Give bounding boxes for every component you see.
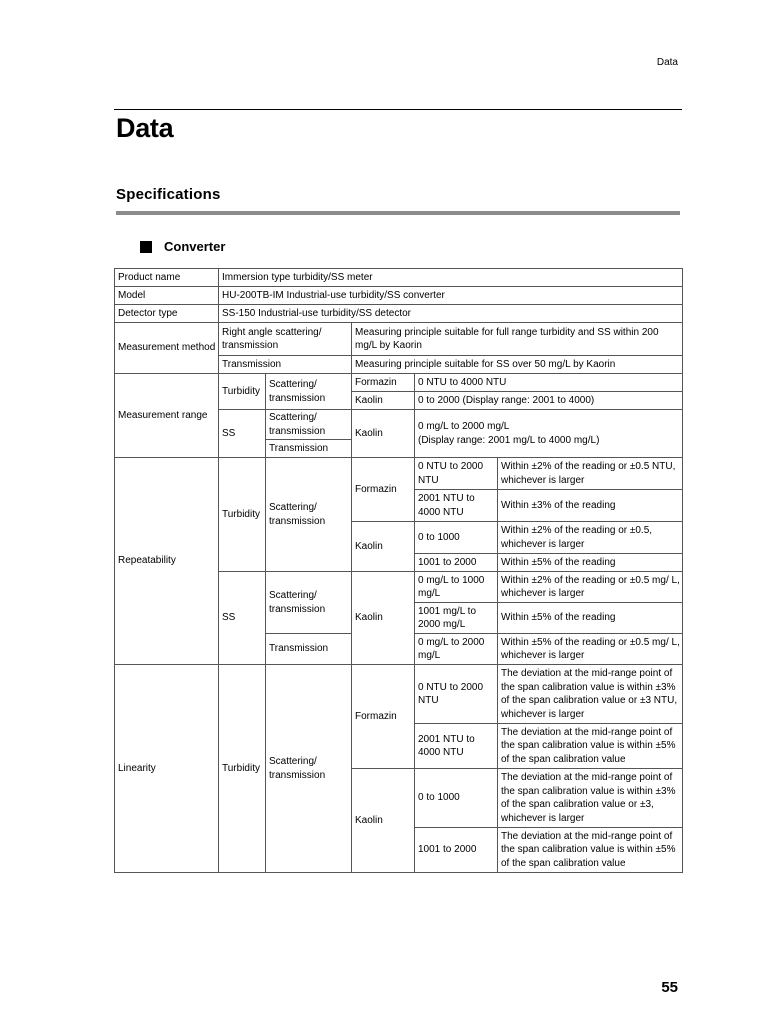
section-heading: Specifications xyxy=(116,186,221,203)
section-divider xyxy=(116,211,680,215)
range-turbidity: Turbidity xyxy=(219,374,266,410)
repeat-method: Scattering/ transmission xyxy=(266,572,352,634)
table-row xyxy=(115,374,683,392)
table-row xyxy=(115,323,683,356)
linearity-range: 1001 to 2000 xyxy=(415,828,498,873)
repeat-spec: Within ±2% of the reading or ±0.5 mg/ L, whichever is larger xyxy=(498,572,683,603)
table-row xyxy=(115,458,683,490)
page-number: 55 xyxy=(661,979,678,996)
row-value: SS-150 Industrial-use turbidity/SS detector xyxy=(219,305,683,323)
subsection-label: Converter xyxy=(164,239,226,254)
measurement-method-label: Measurement method xyxy=(115,323,219,374)
table-row xyxy=(115,305,683,323)
header-divider xyxy=(114,109,682,110)
spec-table xyxy=(114,268,683,873)
method-type: Transmission xyxy=(219,356,352,374)
range-standard: Kaolin xyxy=(352,392,415,410)
linearity-method: Scattering/ transmission xyxy=(266,665,352,873)
repeat-spec: Within ±5% of the reading or ±0.5 mg/ L, whichever is larger xyxy=(498,634,683,665)
linearity-range: 2001 NTU to 4000 NTU xyxy=(415,724,498,769)
method-principle: Measuring principle suitable for SS over 50 mg/L by Kaorin xyxy=(352,356,683,374)
row-label: Detector type xyxy=(115,305,219,323)
table-row xyxy=(115,287,683,305)
measurement-range-label: Measurement range xyxy=(115,374,219,458)
range-value: 0 to 2000 (Display range: 2001 to 4000) xyxy=(415,392,683,410)
range-method: Scattering/ transmission xyxy=(266,410,352,440)
running-header: Data xyxy=(656,57,678,68)
table-row xyxy=(115,665,683,724)
repeatability-label: Repeatability xyxy=(115,458,219,665)
linearity-label: Linearity xyxy=(115,665,219,873)
repeat-spec: Within ±5% of the reading xyxy=(498,603,683,634)
repeat-method: Scattering/ transmission xyxy=(266,458,352,572)
repeat-standard: Kaolin xyxy=(352,522,415,572)
square-bullet-icon xyxy=(140,241,152,253)
repeat-standard: Formazin xyxy=(352,458,415,522)
repeat-ss: SS xyxy=(219,572,266,665)
range-value-line: (Display range: 2001 mg/L to 4000 mg/L) xyxy=(418,434,600,446)
row-label: Model xyxy=(115,287,219,305)
method-principle: Measuring principle suitable for full range turbidity and SS within 200 mg/L by Kaorin xyxy=(352,323,683,356)
table-row xyxy=(115,269,683,287)
linearity-spec: The deviation at the mid-range point of the span calibration value is within ±3% of the span calibration value or ±3 NTU, whichever is larger xyxy=(498,665,683,724)
repeat-spec: Within ±2% of the reading or ±0.5, whichever is larger xyxy=(498,522,683,554)
repeat-range: 0 mg/L to 1000 mg/L xyxy=(415,572,498,603)
linearity-spec: The deviation at the mid-range point of the span calibration value is within ±5% of the span calibration value xyxy=(498,724,683,769)
repeat-spec: Within ±2% of the reading or ±0.5 NTU, whichever is larger xyxy=(498,458,683,490)
repeat-range: 1001 mg/L to 2000 mg/L xyxy=(415,603,498,634)
linearity-standard: Kaolin xyxy=(352,769,415,873)
row-label: Product name xyxy=(115,269,219,287)
repeat-range: 0 NTU to 2000 NTU xyxy=(415,458,498,490)
page-title: Data xyxy=(116,113,174,143)
repeat-range: 2001 NTU to 4000 NTU xyxy=(415,490,498,522)
subsection-heading xyxy=(140,239,225,254)
row-value: Immersion type turbidity/SS meter xyxy=(219,269,683,287)
repeat-method: Transmission xyxy=(266,634,352,665)
repeat-range: 1001 to 2000 xyxy=(415,554,498,572)
repeat-range: 0 to 1000 xyxy=(415,522,498,554)
range-method: Transmission xyxy=(266,440,352,458)
range-standard: Kaolin xyxy=(352,410,415,458)
range-value: 0 NTU to 4000 NTU xyxy=(415,374,683,392)
linearity-standard: Formazin xyxy=(352,665,415,769)
linearity-spec: The deviation at the mid-range point of the span calibration value is within ±3% of the span calibration value or ±3, whichever is larger xyxy=(498,769,683,828)
method-type: Right angle scattering/ transmission xyxy=(219,323,352,356)
range-method: Scattering/ transmission xyxy=(266,374,352,410)
range-value xyxy=(415,410,683,458)
repeat-standard: Kaolin xyxy=(352,572,415,665)
repeat-turbidity: Turbidity xyxy=(219,458,266,572)
range-ss: SS xyxy=(219,410,266,458)
linearity-turbidity: Turbidity xyxy=(219,665,266,873)
linearity-range: 0 to 1000 xyxy=(415,769,498,828)
row-value: HU-200TB-IM Industrial-use turbidity/SS converter xyxy=(219,287,683,305)
repeat-range: 0 mg/L to 2000 mg/L xyxy=(415,634,498,665)
linearity-spec: The deviation at the mid-range point of the span calibration value is within ±5% of the span calibration value xyxy=(498,828,683,873)
range-standard: Formazin xyxy=(352,374,415,392)
range-value-line: 0 mg/L to 2000 mg/L xyxy=(418,421,510,432)
repeat-spec: Within ±5% of the reading xyxy=(498,554,683,572)
repeat-spec: Within ±3% of the reading xyxy=(498,490,683,522)
linearity-range: 0 NTU to 2000 NTU xyxy=(415,665,498,724)
